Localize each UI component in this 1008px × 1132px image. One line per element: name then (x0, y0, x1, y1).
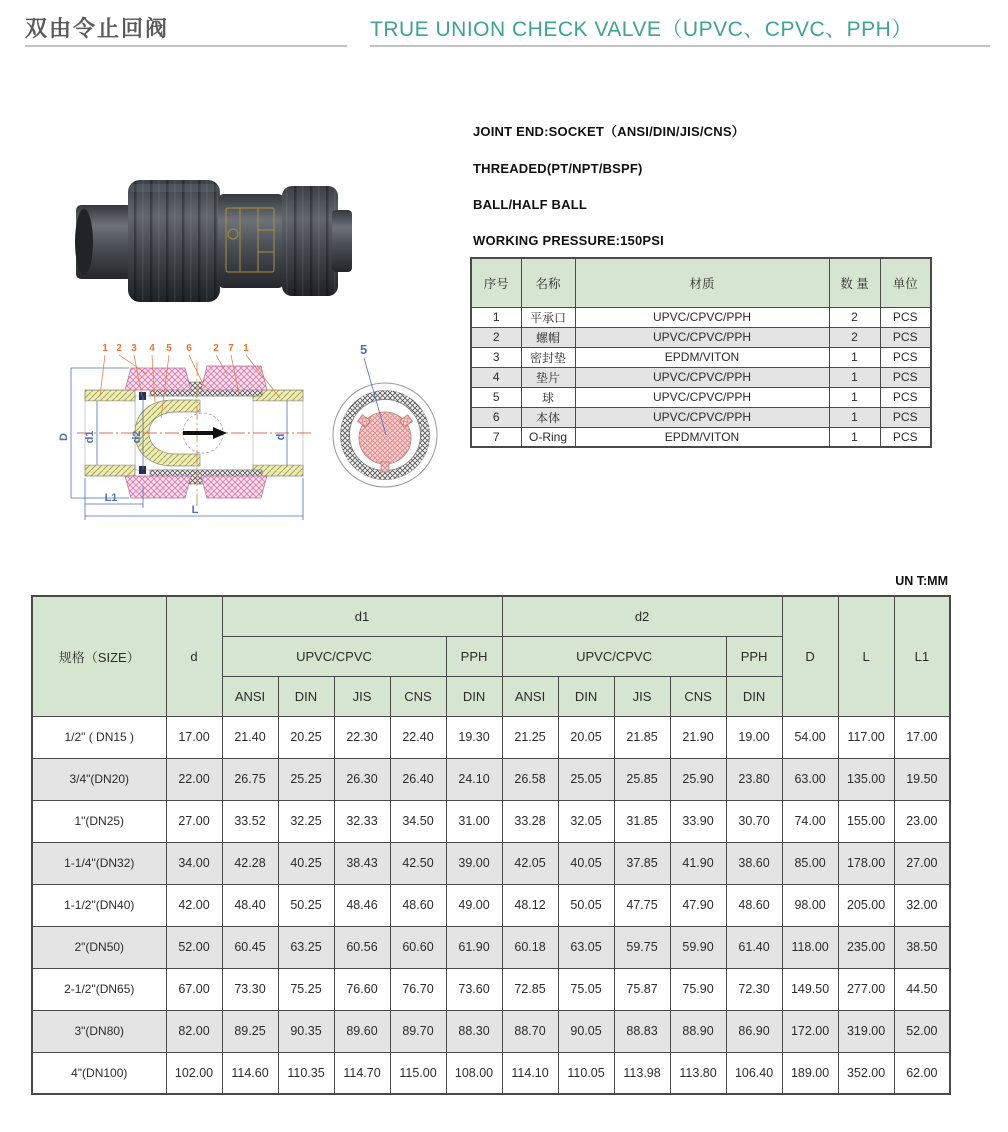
value-cell: 33.90 (670, 800, 726, 842)
value-cell: 59.90 (670, 926, 726, 968)
value-cell: EPDM/VITON (575, 427, 829, 447)
table-row (471, 367, 931, 387)
product-photo (70, 150, 355, 325)
col-D: D (782, 596, 838, 716)
end-view (333, 342, 437, 487)
value-cell: 21.85 (614, 716, 670, 758)
value-cell: O-Ring (521, 427, 575, 447)
value-cell: 178.00 (838, 842, 894, 884)
table-row (471, 427, 931, 447)
value-cell: 密封垫 (521, 347, 575, 367)
row-label-cell: 1 (471, 307, 521, 327)
value-cell: 114.60 (222, 1052, 278, 1094)
value-cell: 88.30 (446, 1010, 502, 1052)
value-cell: 73.60 (446, 968, 502, 1010)
value-cell: 17.00 (166, 716, 222, 758)
value-cell: 110.35 (278, 1052, 334, 1094)
value-cell: 40.05 (558, 842, 614, 884)
parts-header-row (471, 258, 931, 307)
value-cell: 49.00 (446, 884, 502, 926)
row-label-cell: 6 (471, 407, 521, 427)
row-label-cell: 4"(DN100) (32, 1052, 166, 1094)
spec-line-pressure: WORKING PRESSURE:150PSI (473, 233, 664, 248)
value-cell: 90.35 (278, 1010, 334, 1052)
value-cell: 21.25 (502, 716, 558, 758)
value-cell: 38.60 (726, 842, 782, 884)
value-cell: 149.50 (782, 968, 838, 1010)
value-cell: 39.00 (446, 842, 502, 884)
col-d1-din: DIN (278, 676, 334, 716)
value-cell: PCS (880, 347, 931, 367)
value-cell: 72.30 (726, 968, 782, 1010)
table-row (32, 926, 950, 968)
value-cell: 89.25 (222, 1010, 278, 1052)
value-cell: 82.00 (166, 1010, 222, 1052)
row-label-cell: 1-1/4"(DN32) (32, 842, 166, 884)
value-cell: 277.00 (838, 968, 894, 1010)
parts-table (470, 257, 932, 448)
value-cell: 60.18 (502, 926, 558, 968)
value-cell: 42.05 (502, 842, 558, 884)
value-cell: 2 (829, 307, 880, 327)
value-cell: 40.25 (278, 842, 334, 884)
value-cell: 26.40 (390, 758, 446, 800)
spec-line-joint-end: JOINT END:SOCKET（ANSI/DIN/JIS/CNS） (473, 124, 745, 139)
table-row (32, 758, 950, 800)
value-cell: 115.00 (390, 1052, 446, 1094)
value-cell: 38.50 (894, 926, 950, 968)
value-cell: 垫片 (521, 367, 575, 387)
value-cell: 352.00 (838, 1052, 894, 1094)
value-cell: 19.30 (446, 716, 502, 758)
col-d2-ansi: ANSI (502, 676, 558, 716)
col-d1-pph-din: DIN (446, 676, 502, 716)
value-cell: 89.60 (334, 1010, 390, 1052)
group-d1-upvc-cpvc: UPVC/CPVC (222, 636, 446, 676)
col-d1-cns: CNS (390, 676, 446, 716)
value-cell: 1 (829, 427, 880, 447)
value-cell: 189.00 (782, 1052, 838, 1094)
value-cell: 19.00 (726, 716, 782, 758)
value-cell: 75.25 (278, 968, 334, 1010)
value-cell: 41.90 (670, 842, 726, 884)
value-cell: PCS (880, 307, 931, 327)
callout-2b: 2 (213, 343, 219, 354)
table-row (32, 884, 950, 926)
col-d2-din: DIN (558, 676, 614, 716)
row-label-cell: 3/4"(DN20) (32, 758, 166, 800)
value-cell: 135.00 (838, 758, 894, 800)
value-cell: 球 (521, 387, 575, 407)
spec-line-threaded: THREADED(PT/NPT/BSPF) (473, 161, 643, 176)
value-cell: 172.00 (782, 1010, 838, 1052)
value-cell: 54.00 (782, 716, 838, 758)
value-cell: 67.00 (166, 968, 222, 1010)
value-cell: 117.00 (838, 716, 894, 758)
value-cell: 20.05 (558, 716, 614, 758)
value-cell: 106.40 (726, 1052, 782, 1094)
value-cell: 50.25 (278, 884, 334, 926)
value-cell: 319.00 (838, 1010, 894, 1052)
value-cell: 37.85 (614, 842, 670, 884)
value-cell: 52.00 (166, 926, 222, 968)
value-cell: 89.70 (390, 1010, 446, 1052)
value-cell: 23.80 (726, 758, 782, 800)
table-row (32, 842, 950, 884)
value-cell: 22.40 (390, 716, 446, 758)
value-cell: 1 (829, 387, 880, 407)
table-row (32, 716, 950, 758)
value-cell: 48.60 (390, 884, 446, 926)
value-cell: 62.00 (894, 1052, 950, 1094)
table-row (471, 347, 931, 367)
value-cell: 32.00 (894, 884, 950, 926)
col-d2-cns: CNS (670, 676, 726, 716)
value-cell: 25.05 (558, 758, 614, 800)
row-label-cell: 4 (471, 367, 521, 387)
callout-1: 1 (102, 343, 108, 354)
value-cell: 47.75 (614, 884, 670, 926)
parts-col-no: 序号 (471, 258, 521, 307)
value-cell: 155.00 (838, 800, 894, 842)
value-cell: 27.00 (894, 842, 950, 884)
dim-label-L: L (191, 504, 199, 516)
value-cell: 26.58 (502, 758, 558, 800)
value-cell: 31.00 (446, 800, 502, 842)
value-cell: 42.50 (390, 842, 446, 884)
value-cell: 1 (829, 347, 880, 367)
value-cell: UPVC/CPVC/PPH (575, 407, 829, 427)
value-cell: 102.00 (166, 1052, 222, 1094)
value-cell: PCS (880, 387, 931, 407)
value-cell: PCS (880, 427, 931, 447)
value-cell: 98.00 (782, 884, 838, 926)
value-cell: 平承口 (521, 307, 575, 327)
value-cell: 47.90 (670, 884, 726, 926)
row-label-cell: 2"(DN50) (32, 926, 166, 968)
row-label-cell: 2 (471, 327, 521, 347)
value-cell: PCS (880, 407, 931, 427)
value-cell: 25.90 (670, 758, 726, 800)
parts-col-material: 材质 (575, 258, 829, 307)
value-cell: 2 (829, 327, 880, 347)
value-cell: 螺帽 (521, 327, 575, 347)
value-cell: EPDM/VITON (575, 347, 829, 367)
value-cell: 235.00 (838, 926, 894, 968)
table-row (32, 1052, 950, 1094)
value-cell: 20.25 (278, 716, 334, 758)
dim-header-row-1 (32, 596, 950, 636)
callout-1b: 1 (243, 343, 249, 354)
value-cell: 63.05 (558, 926, 614, 968)
value-cell: 24.10 (446, 758, 502, 800)
value-cell: 32.25 (278, 800, 334, 842)
dim-label-d1: d1 (84, 430, 96, 444)
callout-2: 2 (116, 343, 122, 354)
value-cell: 88.90 (670, 1010, 726, 1052)
dim-label-d: d (275, 433, 287, 441)
parts-col-qty: 数 量 (829, 258, 880, 307)
table-row (471, 327, 931, 347)
group-d2: d2 (502, 596, 782, 636)
unit-note: UN T:MM (895, 574, 948, 588)
value-cell: 76.70 (390, 968, 446, 1010)
value-cell: 38.43 (334, 842, 390, 884)
value-cell: 22.00 (166, 758, 222, 800)
value-cell: 114.70 (334, 1052, 390, 1094)
value-cell: 21.40 (222, 716, 278, 758)
technical-drawing (55, 338, 455, 523)
value-cell: 32.05 (558, 800, 614, 842)
col-d2-pph-din: DIN (726, 676, 782, 716)
value-cell: 44.50 (894, 968, 950, 1010)
col-L1: L1 (894, 596, 950, 716)
group-d2-pph: PPH (726, 636, 782, 676)
value-cell: 17.00 (894, 716, 950, 758)
value-cell: 118.00 (782, 926, 838, 968)
value-cell: 48.40 (222, 884, 278, 926)
row-label-cell: 3 (471, 347, 521, 367)
value-cell: 33.28 (502, 800, 558, 842)
row-label-cell: 1/2" ( DN15 ) (32, 716, 166, 758)
parts-col-name: 名称 (521, 258, 575, 307)
group-d1: d1 (222, 596, 502, 636)
value-cell: 75.90 (670, 968, 726, 1010)
value-cell: UPVC/CPVC/PPH (575, 367, 829, 387)
value-cell: 52.00 (894, 1010, 950, 1052)
value-cell: 75.05 (558, 968, 614, 1010)
row-label-cell: 3"(DN80) (32, 1010, 166, 1052)
value-cell: 60.45 (222, 926, 278, 968)
value-cell: 25.85 (614, 758, 670, 800)
value-cell: 1 (829, 407, 880, 427)
value-cell: 85.00 (782, 842, 838, 884)
value-cell: 42.28 (222, 842, 278, 884)
dim-label-d2: d2 (131, 430, 143, 444)
value-cell: 60.56 (334, 926, 390, 968)
page-title-english: TRUE UNION CHECK VALVE（UPVC、CPVC、PPH） (370, 18, 913, 41)
col-d1-ansi: ANSI (222, 676, 278, 716)
table-row (471, 407, 931, 427)
value-cell: 63.25 (278, 926, 334, 968)
group-d1-pph: PPH (446, 636, 502, 676)
value-cell: 25.25 (278, 758, 334, 800)
col-L: L (838, 596, 894, 716)
value-cell: 88.83 (614, 1010, 670, 1052)
value-cell: 33.52 (222, 800, 278, 842)
value-cell: 22.30 (334, 716, 390, 758)
spec-text-block (473, 121, 993, 269)
value-cell: 26.30 (334, 758, 390, 800)
value-cell: UPVC/CPVC/PPH (575, 327, 829, 347)
table-row (32, 968, 950, 1010)
callout-4: 4 (149, 343, 155, 354)
value-cell: 48.12 (502, 884, 558, 926)
title-underline-right (370, 45, 990, 47)
value-cell: 48.60 (726, 884, 782, 926)
spec-line-ball: BALL/HALF BALL (473, 197, 587, 212)
value-cell: 50.05 (558, 884, 614, 926)
end-view-callout-5: 5 (360, 342, 368, 357)
dimension-table (31, 595, 951, 1095)
value-cell: 72.85 (502, 968, 558, 1010)
row-label-cell: 5 (471, 387, 521, 407)
value-cell: 113.98 (614, 1052, 670, 1094)
col-size: 规格（SIZE） (32, 596, 166, 716)
parts-col-unit: 单位 (880, 258, 931, 307)
value-cell: 59.75 (614, 926, 670, 968)
value-cell: 75.87 (614, 968, 670, 1010)
value-cell: 48.46 (334, 884, 390, 926)
dim-label-L1: L1 (104, 492, 118, 504)
value-cell: 76.60 (334, 968, 390, 1010)
value-cell: UPVC/CPVC/PPH (575, 307, 829, 327)
callout-6: 6 (186, 343, 192, 354)
value-cell: 88.70 (502, 1010, 558, 1052)
row-label-cell: 2-1/2"(DN65) (32, 968, 166, 1010)
callout-5: 5 (166, 343, 172, 354)
value-cell: 19.50 (894, 758, 950, 800)
value-cell: UPVC/CPVC/PPH (575, 387, 829, 407)
table-row (32, 800, 950, 842)
value-cell: 32.33 (334, 800, 390, 842)
value-cell: 90.05 (558, 1010, 614, 1052)
value-cell: PCS (880, 367, 931, 387)
page-title-chinese: 双由令止回阀 (25, 16, 170, 41)
value-cell: 31.85 (614, 800, 670, 842)
value-cell: 61.40 (726, 926, 782, 968)
value-cell: 108.00 (446, 1052, 502, 1094)
callout-7: 7 (228, 343, 234, 354)
valve-right-socket (332, 210, 352, 272)
value-cell: 34.00 (166, 842, 222, 884)
value-cell: 114.10 (502, 1052, 558, 1094)
value-cell: 61.90 (446, 926, 502, 968)
value-cell: 205.00 (838, 884, 894, 926)
row-label-cell: 1-1/2"(DN40) (32, 884, 166, 926)
table-row (471, 387, 931, 407)
value-cell: 74.00 (782, 800, 838, 842)
row-label-cell: 7 (471, 427, 521, 447)
value-cell: 23.00 (894, 800, 950, 842)
table-row (32, 1010, 950, 1052)
value-cell: 21.90 (670, 716, 726, 758)
dim-label-D: D (58, 433, 70, 441)
table-row (471, 307, 931, 327)
callout-3: 3 (131, 343, 137, 354)
col-d: d (166, 596, 222, 716)
title-underline-left (25, 45, 347, 47)
value-cell: 27.00 (166, 800, 222, 842)
value-cell: 113.80 (670, 1052, 726, 1094)
value-cell: 30.70 (726, 800, 782, 842)
value-cell: 26.75 (222, 758, 278, 800)
value-cell: 63.00 (782, 758, 838, 800)
col-d2-jis: JIS (614, 676, 670, 716)
value-cell: PCS (880, 327, 931, 347)
value-cell: 1 (829, 367, 880, 387)
col-d1-jis: JIS (334, 676, 390, 716)
value-cell: 34.50 (390, 800, 446, 842)
value-cell: 42.00 (166, 884, 222, 926)
value-cell: 60.60 (390, 926, 446, 968)
group-d2-upvc-cpvc: UPVC/CPVC (502, 636, 726, 676)
value-cell: 86.90 (726, 1010, 782, 1052)
value-cell: 本体 (521, 407, 575, 427)
value-cell: 110.05 (558, 1052, 614, 1094)
row-label-cell: 1"(DN25) (32, 800, 166, 842)
value-cell: 73.30 (222, 968, 278, 1010)
